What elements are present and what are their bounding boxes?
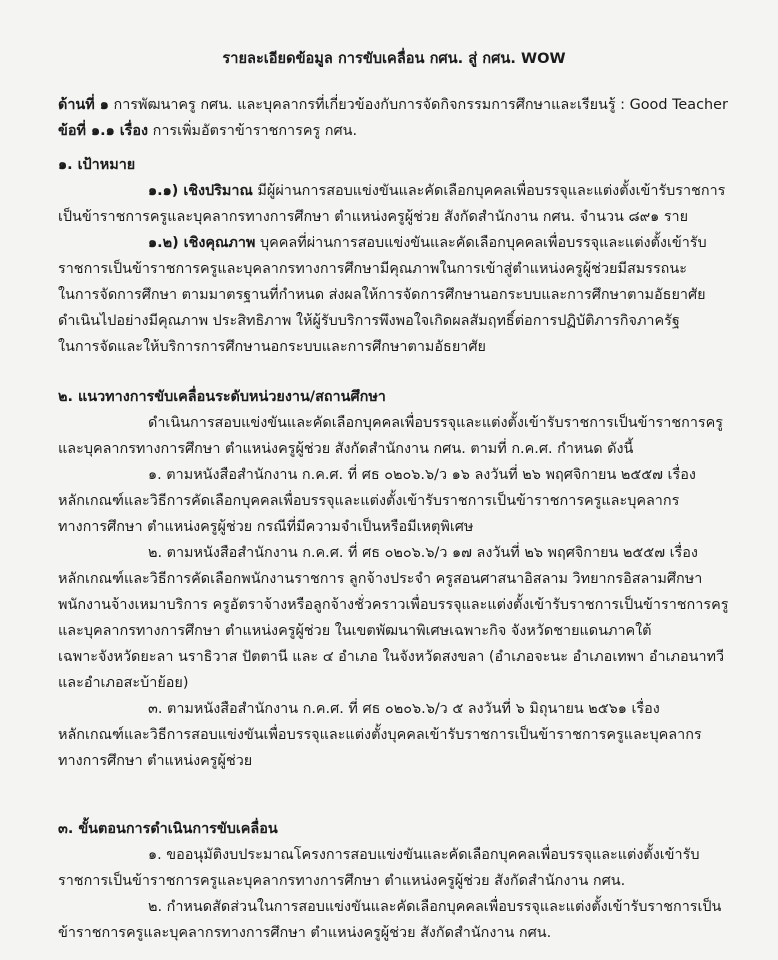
quality-line-4: ดำเนินไปอย่างมีคุณภาพ ประสิทธิภาพ ให้ผู้รับบริการพึงพอใจเกิดผลสัมฤทธิ์ต่อการปฏิบัติภารกิจภาครัฐ [58, 313, 680, 329]
section2-item3-2: หลักเกณฑ์และวิธีการสอบแข่งขันเพื่อบรรจุและแต่งตั้งบุคคลเข้ารับราชการเป็นข้าราชการครูและบุคลากร [58, 727, 702, 743]
quantity-line-2: เป็นข้าราชการครูและบุคลากรทางการศึกษา ตำแหน่งครูผู้ช่วย สังกัดสำนักงาน กศน. จำนวน ๘๙๑ ราย [58, 209, 689, 225]
section3-step2-1: ๒. กำหนดสัดส่วนในการสอบแข่งขันและคัดเลือกบุคคลเพื่อบรรจุและแต่งตั้งเข้ารับราชการเป็น [148, 899, 722, 915]
section1-heading: ๑. เป้าหมาย [58, 157, 136, 173]
section2-item2-5: เฉพาะจังหวัดยะลา นราธิวาส ปัตตานี และ ๔ อำเภอ ในจังหวัดสงขลา (อำเภอจะนะ อำเภอเทพา อำเภอนาทวี [58, 649, 725, 665]
quality-line-5: ในการจัดและให้บริการการศึกษานอกระบบและการศึกษาตามอัธยาศัย [58, 339, 486, 355]
section2-heading: ๒. แนวทางการขับเคลื่อนระดับหน่วยงาน/สถานศึกษา [58, 389, 386, 405]
quantity-text-1: มีผู้ผ่านการสอบแข่งขันและคัดเลือกบุคคลเพื่อบรรจุและแต่งตั้งเข้ารับราชการ [257, 183, 726, 199]
quality-line-1 [58, 230, 738, 256]
section2-item2-4: และบุคลากรทางการศึกษา ตำแหน่งครูผู้ช่วย ในเขตพัฒนาพิเศษเฉพาะกิจ จังหวัดชายแดนภาคใต้ [58, 623, 652, 639]
section3-heading: ๓. ขั้นตอนการดำเนินการขับเคลื่อน [58, 821, 278, 837]
item-text: การเพิ่มอัตราข้าราชการครู กศน. [152, 123, 358, 139]
section2-item2-3: พนักงานจ้างเหมาบริการ ครูอัตราจ้างหรือลูกจ้างชั่วคราวเพื่อบรรจุและแต่งตั้งเข้ารับราชการเป็นข้าราชการครู [58, 597, 729, 613]
quality-text-1: บุคคลที่ผ่านการสอบแข่งขันและคัดเลือกบุคคลเพื่อบรรจุและแต่งตั้งเข้ารับ [260, 235, 707, 251]
quantity-line-1 [58, 178, 738, 204]
section2-item2-2: หลักเกณฑ์และวิธีการคัดเลือกพนักงานราชการ ลูกจ้างประจำ ครูสอนศาสนาอิสลาม วิทยากรอิสลามศึกษา [58, 571, 703, 587]
section2-item3-3: ทางการศึกษา ตำแหน่งครูผู้ช่วย [58, 753, 253, 769]
aspect-text: การพัฒนาครู กศน. และบุคลากรที่เกี่ยวข้องกับการจัดกิจกรรมการศึกษาและเรียนรู้ : Good Teacher [113, 97, 728, 113]
section2-item3-1: ๓. ตามหนังสือสำนักงาน ก.ค.ศ. ที่ ศธ ๐๒๐๖.๖/ว ๕ ลงวันที่ ๖ มิถุนายน ๒๕๖๑ เรื่อง [148, 701, 660, 717]
section2-item1-2: หลักเกณฑ์และวิธีการคัดเลือกบุคคลเพื่อบรรจุและแต่งตั้งเข้ารับราชการเป็นข้าราชการครูและบุคลากร [58, 493, 680, 509]
quality-label: ๑.๒) เชิงคุณภาพ [148, 235, 256, 251]
section2-item1-3: ทางการศึกษา ตำแหน่งครูผู้ช่วย กรณีที่มีความจำเป็นหรือมีเหตุพิเศษ [58, 519, 474, 535]
section2-intro-1: ดำเนินการสอบแข่งขันและคัดเลือกบุคคลเพื่อบรรจุและแต่งตั้งเข้ารับราชการเป็นข้าราชการครู [148, 415, 723, 431]
aspect-line [58, 92, 738, 118]
quality-line-3: ในการจัดการศึกษา ตามมาตรฐานที่กำหนด ส่งผลให้การจัดการศึกษานอกระบบและการศึกษาตามอัธยาศัย [58, 287, 706, 303]
section2-item2-1: ๒. ตามหนังสือสำนักงาน ก.ค.ศ. ที่ ศธ ๐๒๐๖.๖/ว ๑๗ ลงวันที่ ๒๖ พฤศจิกายน ๒๕๕๗ เรื่อง [148, 545, 698, 561]
item-line [58, 118, 738, 144]
aspect-label: ด้านที่ ๑ [58, 97, 109, 113]
section3-step1-1: ๑. ขออนุมัติงบประมาณโครงการสอบแข่งขันและคัดเลือกบุคคลเพื่อบรรจุและแต่งตั้งเข้ารับ [148, 847, 700, 863]
item-label: ข้อที่ ๑.๑ เรื่อง [58, 123, 149, 139]
section2-item1-1: ๑. ตามหนังสือสำนักงาน ก.ค.ศ. ที่ ศธ ๐๒๐๖.๖/ว ๑๖ ลงวันที่ ๒๖ พฤศจิกายน ๒๕๕๗ เรื่อง [148, 467, 696, 483]
quality-line-2: ราชการเป็นข้าราชการครูและบุคลากรทางการศึกษามีคุณภาพในการเข้าสู่ตำแหน่งครูผู้ช่วยมีสมรรถนะ [58, 261, 687, 277]
quantity-label: ๑.๑) เชิงปริมาณ [148, 183, 253, 199]
document-title: รายละเอียดข้อมูล การขับเคลื่อน กศน. สู่ กศน. WOW [222, 50, 566, 67]
section2-item2-6: และอำเภอสะบ้าย้อย) [58, 675, 189, 691]
section3-step1-2: ราชการเป็นข้าราชการครูและบุคลากรทางการศึกษา ตำแหน่งครูผู้ช่วย สังกัดสำนักงาน กศน. [58, 873, 626, 889]
section3-step2-2: ข้าราชการครูและบุคลากรทางการศึกษา ตำแหน่งครูผู้ช่วย สังกัดสำนักงาน กศน. [58, 925, 552, 941]
section2-intro-2: และบุคลากรทางการศึกษา ตำแหน่งครูผู้ช่วย สังกัดสำนักงาน กศน. ตามที่ ก.ค.ศ. กำหนด ดังนี้ [58, 441, 634, 457]
